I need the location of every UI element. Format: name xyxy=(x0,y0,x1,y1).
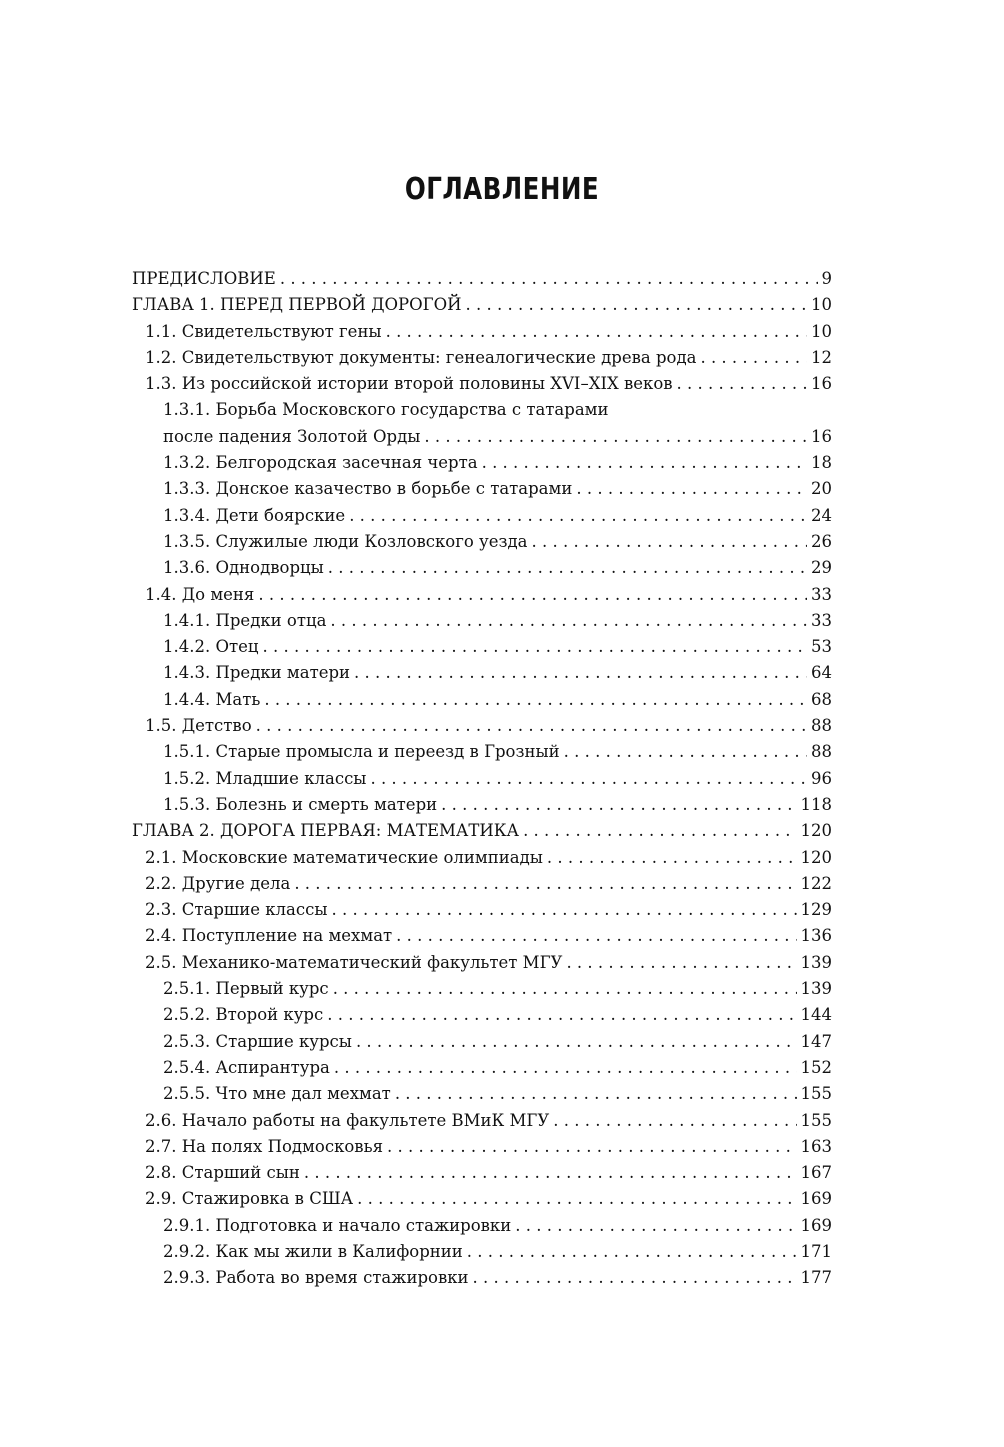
toc-entry-label: 2.5.1. Первый курс xyxy=(163,979,329,999)
toc-entry-label: 1.5.2. Младшие классы xyxy=(163,768,367,788)
toc-entry xyxy=(132,1186,832,1212)
toc-entry xyxy=(132,1160,832,1186)
toc-entry-label: ГЛАВА 1. ПЕРЕД ПЕРВОЙ ДОРОГОЙ xyxy=(132,295,462,315)
toc-entry-label: 2.1. Московские математические олимпиады xyxy=(145,847,543,867)
toc-entry-label: 1.3.6. Однодворцы xyxy=(163,558,324,578)
toc-dot-leader xyxy=(441,792,796,818)
toc-entry-page-number: 33 xyxy=(811,610,832,630)
toc-dot-leader xyxy=(424,424,807,450)
toc-entry-label: 1.4.4. Мать xyxy=(163,689,261,709)
toc-entry-page-number: 129 xyxy=(800,900,832,920)
toc-dot-leader xyxy=(395,1081,797,1107)
toc-dot-leader xyxy=(327,1002,796,1028)
toc-entry xyxy=(132,503,832,529)
toc-entry-page-number: 16 xyxy=(811,426,832,446)
toc-dot-leader xyxy=(547,845,797,871)
toc-entry-label: 2.3. Старшие классы xyxy=(145,900,328,920)
toc-entry-label: 1.3.3. Донское казачество в борьбе с татарами xyxy=(163,479,573,499)
toc-entry xyxy=(132,1081,832,1107)
toc-entry xyxy=(132,1213,832,1239)
toc-entry-page-number: 169 xyxy=(800,1215,832,1235)
toc-entry xyxy=(132,1134,832,1160)
toc-entry-page-number: 169 xyxy=(800,1189,832,1209)
toc-dot-leader xyxy=(334,1055,797,1081)
toc-entry xyxy=(132,424,832,450)
toc-entry-label: 2.9.1. Подготовка и начало стажировки xyxy=(163,1215,512,1235)
toc-entry-label: 1.3. Из российской истории второй половины XVI–XIX веков xyxy=(145,374,673,394)
toc-dot-leader xyxy=(294,871,796,897)
toc-entry xyxy=(132,1029,832,1055)
toc-entry-page-number: 122 xyxy=(800,873,832,893)
toc-entry xyxy=(132,529,832,555)
toc-entry-page-number: 155 xyxy=(800,1084,832,1104)
toc-entry-page-number: 118 xyxy=(800,794,832,814)
toc-entry-label: после падения Золотой Орды xyxy=(163,426,421,446)
toc-entry-label: 2.2. Другие дела xyxy=(145,873,291,893)
toc-entry-label: 2.5.5. Что мне дал мехмат xyxy=(163,1084,391,1104)
toc-entry-label: 2.5.4. Аспирантура xyxy=(163,1057,330,1077)
toc-entry xyxy=(132,923,832,949)
toc-dot-leader xyxy=(256,713,807,739)
toc-entry xyxy=(132,608,832,634)
toc-entry-label: 1.3.5. Служилые люди Козловского уезда xyxy=(163,531,528,551)
page-title: ОГЛАВЛЕНИЕ xyxy=(404,172,600,207)
toc-entry xyxy=(132,582,832,608)
toc-dot-leader xyxy=(263,634,807,660)
toc-entry-page-number: 155 xyxy=(800,1110,832,1130)
toc-entry xyxy=(132,450,832,476)
toc-entry-label: 1.5.3. Болезнь и смерть матери xyxy=(163,794,438,814)
toc-dot-leader xyxy=(515,1213,796,1239)
toc-entry xyxy=(132,292,832,318)
toc-entry xyxy=(132,319,832,345)
toc-dot-leader xyxy=(354,660,807,686)
toc-dot-leader xyxy=(370,766,807,792)
toc-entry-page-number: 10 xyxy=(811,321,832,341)
toc-dot-leader xyxy=(386,319,807,345)
toc-dot-leader xyxy=(473,1265,797,1291)
toc-entry-label: 1.3.4. Дети боярские xyxy=(163,505,346,525)
toc-entry-page-number: 120 xyxy=(800,847,832,867)
toc-entry-label: 2.8. Старший сын xyxy=(145,1163,300,1183)
toc-entry-label: 1.3.2. Белгородская засечная черта xyxy=(163,453,478,473)
toc-entry-label: 1.2. Свидетельствуют документы: генеалогические древа рода xyxy=(145,347,697,367)
toc-entry-page-number: 64 xyxy=(811,663,832,683)
toc-entry-label: 2.9.3. Работа во время стажировки xyxy=(163,1268,469,1288)
toc-entry-page-number: 9 xyxy=(821,269,832,288)
toc-entry-page-number: 88 xyxy=(811,716,832,736)
toc-entry xyxy=(132,871,832,897)
toc-dot-leader xyxy=(264,687,807,713)
toc-entry-label: 1.1. Свидетельствуют гены xyxy=(145,321,382,341)
toc-dot-leader xyxy=(356,1029,797,1055)
toc-entry xyxy=(132,713,832,739)
toc-entry-page-number: 29 xyxy=(811,558,832,578)
toc-entry-label: 2.4. Поступление на мехмат xyxy=(145,926,393,946)
toc-entry-label: 2.7. На полях Подмосковья xyxy=(145,1136,383,1156)
toc-entry-page-number: 167 xyxy=(800,1163,832,1183)
toc-entry xyxy=(132,976,832,1002)
table-of-contents xyxy=(132,266,832,1292)
toc-entry-label: 2.6. Начало работы на факультете ВМиК МГУ xyxy=(145,1110,550,1130)
toc-entry-page-number: 96 xyxy=(811,768,832,788)
toc-entry-page-number: 88 xyxy=(811,742,832,762)
toc-entry xyxy=(132,845,832,871)
toc-entry-label: 2.9. Стажировка в США xyxy=(145,1189,354,1209)
toc-entry xyxy=(132,1265,832,1291)
toc-dot-leader xyxy=(330,608,807,634)
toc-entry-page-number: 53 xyxy=(811,637,832,657)
toc-entry-label: 1.4.1. Предки отца xyxy=(163,610,327,630)
toc-entry-label: 1.5. Детство xyxy=(145,716,252,736)
toc-entry-label: 2.5.2. Второй курс xyxy=(163,1005,324,1025)
toc-entry-label: 1.5.1. Старые промысла и переезд в Грозный xyxy=(163,742,560,762)
toc-entry-page-number: 26 xyxy=(811,531,832,551)
toc-entry-label: ГЛАВА 2. ДОРОГА ПЕРВАЯ: МАТЕМАТИКА xyxy=(132,821,520,841)
toc-entry-page-number: 20 xyxy=(811,479,832,499)
toc-dot-leader xyxy=(357,1186,796,1212)
toc-dot-leader xyxy=(564,739,807,765)
toc-entry xyxy=(132,555,832,581)
toc-dot-leader xyxy=(677,371,807,397)
toc-entry-label: 2.5. Механико-математический факультет МГУ xyxy=(145,952,563,972)
toc-entry-page-number: 139 xyxy=(800,979,832,999)
toc-dot-leader xyxy=(387,1134,797,1160)
toc-entry-page-number: 171 xyxy=(800,1241,832,1261)
toc-entry xyxy=(132,766,832,792)
toc-entry-page-number: 10 xyxy=(811,295,832,315)
toc-entry xyxy=(132,660,832,686)
toc-entry xyxy=(132,792,832,818)
toc-entry-page-number: 24 xyxy=(811,505,832,525)
toc-entry-page-number: 152 xyxy=(800,1057,832,1077)
toc-entry-label: 1.4.3. Предки матери xyxy=(163,663,351,683)
toc-dot-leader xyxy=(566,950,796,976)
toc-entry-label: 1.4.2. Отец xyxy=(163,637,259,657)
toc-dot-leader xyxy=(258,582,807,608)
toc-dot-leader xyxy=(331,897,796,923)
toc-dot-leader xyxy=(523,818,796,844)
toc-dot-leader xyxy=(482,450,807,476)
toc-entry xyxy=(132,1239,832,1265)
toc-entry xyxy=(132,1002,832,1028)
toc-entry xyxy=(132,266,832,292)
toc-dot-leader xyxy=(466,292,807,318)
toc-entry xyxy=(132,634,832,660)
toc-entry xyxy=(132,1055,832,1081)
toc-entry xyxy=(132,345,832,371)
toc-dot-leader xyxy=(333,976,797,1002)
toc-dot-leader xyxy=(467,1239,797,1265)
toc-entry xyxy=(132,476,832,502)
toc-entry-page-number: 163 xyxy=(800,1136,832,1156)
toc-entry-page-number: 68 xyxy=(811,689,832,709)
toc-entry-page-number: 147 xyxy=(800,1031,832,1051)
toc-entry xyxy=(132,397,832,423)
toc-dot-leader xyxy=(532,529,807,555)
toc-entry-label: ПРЕДИСЛОВИЕ xyxy=(132,269,276,288)
toc-entry-page-number: 177 xyxy=(800,1268,832,1288)
toc-entry xyxy=(132,1108,832,1134)
toc-entry-page-number: 120 xyxy=(800,821,832,841)
toc-entry-page-number: 144 xyxy=(800,1005,832,1025)
toc-entry-page-number: 33 xyxy=(811,584,832,604)
toc-entry xyxy=(132,687,832,713)
toc-dot-leader xyxy=(328,555,807,581)
toc-entry xyxy=(132,897,832,923)
toc-dot-leader xyxy=(349,503,807,529)
toc-entry xyxy=(132,371,832,397)
toc-entry-page-number: 12 xyxy=(811,347,832,367)
toc-entry xyxy=(132,950,832,976)
toc-dot-leader xyxy=(304,1160,797,1186)
toc-entry-label: 2.5.3. Старшие курсы xyxy=(163,1031,352,1051)
toc-entry-label: 2.9.2. Как мы жили в Калифорнии xyxy=(163,1241,463,1261)
toc-entry-page-number: 139 xyxy=(800,952,832,972)
toc-dot-leader xyxy=(396,923,796,949)
toc-entry-label: 1.3.1. Борьба Московского государства с татарами xyxy=(163,400,609,420)
toc-entry xyxy=(132,818,832,844)
toc-entry-label: 1.4. До меня xyxy=(145,584,255,604)
toc-dot-leader xyxy=(576,476,807,502)
toc-entry-page-number: 136 xyxy=(800,926,832,946)
toc-dot-leader xyxy=(700,345,807,371)
toc-entry-page-number: 18 xyxy=(811,453,832,473)
toc-entry xyxy=(132,739,832,765)
toc-entry-page-number: 16 xyxy=(811,374,832,394)
toc-dot-leader xyxy=(280,266,818,292)
toc-dot-leader xyxy=(553,1108,796,1134)
